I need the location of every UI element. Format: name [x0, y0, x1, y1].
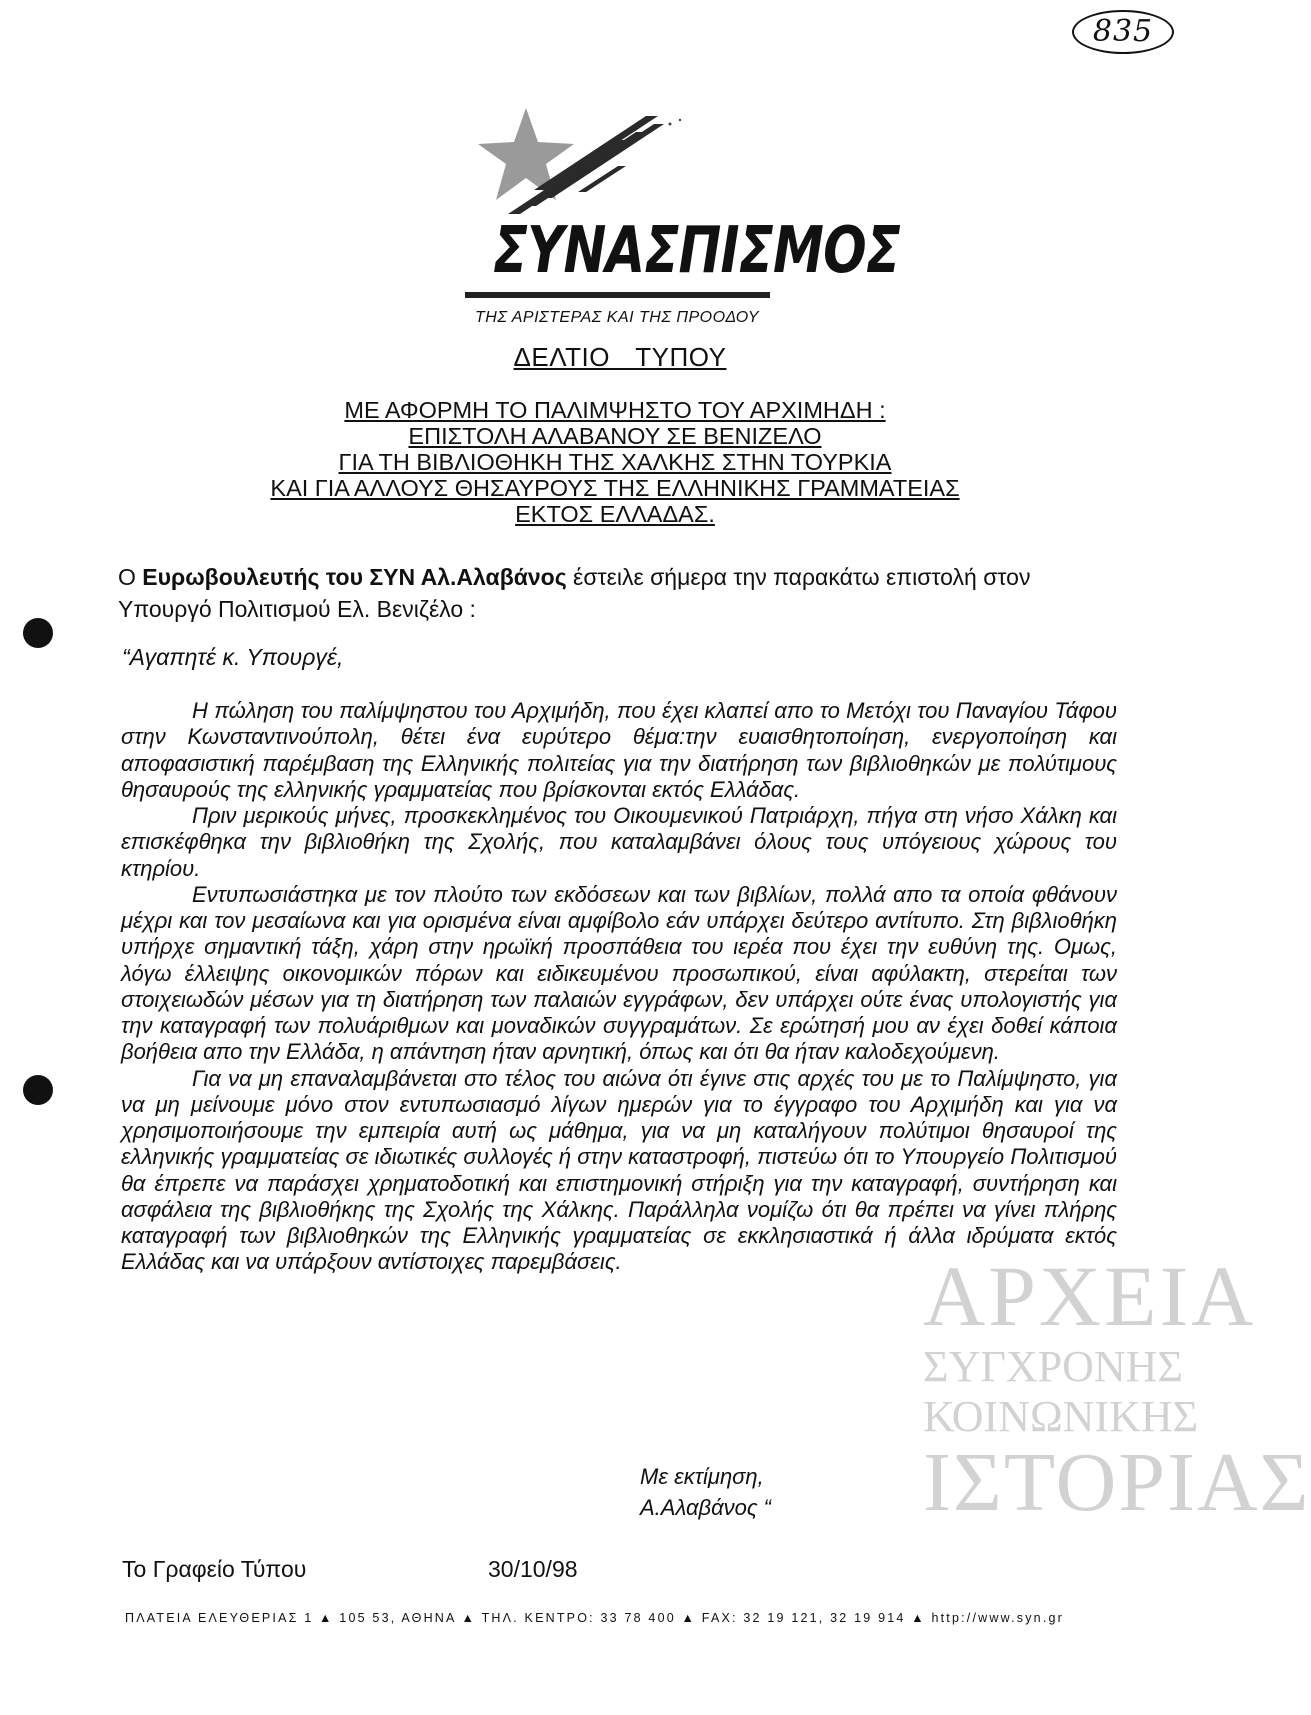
- letter-paragraph: Πριν μερικούς μήνες, προσκεκλημένος του Οικουμενικού Πατριάρχη, πήγα στη νήσο Χάλκη και επισκέφθηκα την βιβλιοθήκη της Σχολής, που καταλαμβάνει όλους τους υπόγειους χώρους του κτηρίου.: [121, 803, 1117, 881]
- archive-watermark: [923, 1248, 1311, 1578]
- intro-rest: έστειλε σήμερα την παρακάτω επιστολή στον Υπουργό Πολιτισμού Ελ. Βενιζέλο :: [118, 564, 1031, 622]
- date: 30/10/98: [488, 1556, 578, 1582]
- letter-paragraph: Για να μη επαναλαμβάνεται στο τέλος του αιώνα ότι έγινε στις αρχές του με το Παλίμψηστο, για να μη μείνουμε μόνο στον εντυπωσιασμό λίγων ημερών για το έγγραφο του Αρχιμήδη και για να χρησιμοποιήσουμε την εμπειρία αυτή ως μάθημα, για να μη καταλήγουν πολύτιμοι θησαυροί της ελληνικής γραμματείας σε ιδιωτικές συλλογές ή στην καταστροφή, πιστεύω ότι το Υπουργείο Πολιτισμού θα έπρεπε να παράσχει χρηματοδοτική και επιστημονική στήριξη για την καταγραφή, συντήρηση και ασφάλεια της βιβλιοθήκης της Σχολής της Χάλκης. Παράλληλα νομίζω ότι θα πρέπει να γίνει πλήρης καταγραφή των βιβλιοθηκών της Ελληνικής γραμματείας σε εκκλησιαστικά ή άλλα ιδρύματα εκτός Ελλάδας και να υπάρξουν αντίστοιχες παρεμβάσεις.: [121, 1065, 1117, 1275]
- logo-rule: [465, 292, 770, 298]
- document-type: ΔΕΛΤΙΟ ΤΥΠΟΥ: [513, 342, 727, 372]
- intro-paragraph: [118, 561, 1128, 625]
- headline-line: ΕΠΙΣΤΟΛΗ ΑΛΑΒΑΝΟΥ ΣΕ ΒΕΝΙΖΕΛΟ: [408, 423, 822, 449]
- logo-tagline: ΤΗΣ ΑΡΙΣΤΕΡΑΣ ΚΑΙ ΤΗΣ ΠΡΟΟΔΟΥ: [474, 309, 760, 326]
- sender: Το Γραφείο Τύπου: [122, 1556, 307, 1582]
- page-number: 835: [1072, 10, 1174, 54]
- footer-address: ΠΛΑΤΕΙΑ ΕΛΕΥΘΕΡΙΑΣ 1 ▲ 105 53, ΑΘΗΝΑ ▲ ΤΗΛ. ΚΕΝΤΡΟ: 33 78 400 ▲ FAX: 32 19 121, 32 19 914 ▲ http://www.syn.gr: [125, 1611, 1065, 1625]
- watermark-line: ΚΟΙΝΩΝΙΚΗΣ: [923, 1392, 1199, 1441]
- headline-line: ΜΕ ΑΦΟΡΜΗ ΤΟ ΠΑΛΙΜΨΗΣΤΟ ΤΟΥ ΑΡΧΙΜΗΔΗ :: [344, 397, 886, 423]
- letter-body: [121, 698, 1117, 1276]
- headline-line: ΕΚΤΟΣ ΕΛΛΑΔΑΣ.: [515, 501, 715, 527]
- intro-author: Ευρωβουλευτής του ΣΥΝ Αλ.Αλαβάνος: [142, 564, 567, 590]
- logo-wordmark: ΣΥΝΑΣΠΙΣΜΟΣ: [493, 214, 901, 288]
- watermark-line: ΑΡΧΕΙΑ: [923, 1248, 1257, 1344]
- binder-hole: [23, 618, 53, 648]
- intro-prefix: Ο: [118, 564, 143, 590]
- headline-line: ΓΙΑ ΤΗ ΒΙΒΛΙΟΘΗΚΗ ΤΗΣ ΧΑΛΚΗΣ ΣΤΗΝ ΤΟΥΡΚΙΑ: [338, 449, 892, 475]
- letter-greeting: “Αγαπητέ κ. Υπουργέ,: [122, 644, 344, 670]
- closing-salutation: Με εκτίμηση,: [640, 1464, 764, 1489]
- star-with-stripes-icon: [468, 108, 698, 216]
- closing-signature: Α.Αλαβάνος “: [640, 1495, 772, 1520]
- watermark-line: ΙΣΤΟΡΙΑΣ: [923, 1436, 1311, 1529]
- watermark-line: ΣΥΓΧΡΟΝΗΣ: [923, 1342, 1184, 1391]
- letter-closing: [640, 1461, 940, 1523]
- letter-paragraph: Η πώληση του παλίμψηστου του Αρχιμήδη, που έχει κλαπεί απο το Μετόχι του Παναγίου Τάφου στην Κωνσταντινούπολη, θέτει ένα ευρύτερο θέμα:την ευαισθητοποίηση, ενεργοποίηση και αποφασιστική παρέμβαση της Ελληνικής πολιτείας για την διατήρηση των βιβλιοθηκών με πολύτιμους θησαυρούς της ελληνικής γραμματείας που βρίσκονται εκτός Ελλάδας.: [121, 698, 1117, 802]
- letter-paragraph: Εντυπωσιάστηκα με τον πλούτο των εκδόσεων και των βιβλίων, πολλά απο τα οποία φθάνουν μέχρι και τον μεσαίωνα και για ορισμένα είναι αμφίβολο εάν υπάρχει δεύτερο αντίτυπο. Στη βιβλιοθήκη υπήρχε σημαντική τάξη, χάρη στην ηρωϊκή προσπάθεια του ιερέα που έχει την ευθύνη της. Ομως, λόγω έλλειψης οικονομικών πόρων και ειδικευμένου προσωπικού, είναι αφύλακτη, στερείται των στοιχειωδών μέσων για τη διατήρηση των παλαιών εγγράφων, δεν υπάρχει ούτε ένας υπολογιστής για την καταγραφή των πολυάριθμων και μοναδικών συγγραμάτων. Σε ερώτησή μου αν έχει δοθεί κάποια βοήθεια απο την Ελλάδα, η απάντηση ήταν αρνητική, όπως και ότι θα ήταν καλοδεχούμενη.: [121, 881, 1117, 1065]
- binder-hole: [23, 1075, 53, 1105]
- headline: [150, 397, 1080, 527]
- headline-line: ΚΑΙ ΓΙΑ ΑΛΛΟΥΣ ΘΗΣΑΥΡΟΥΣ ΤΗΣ ΕΛΛΗΝΙΚΗΣ ΓΡΑΜΜΑΤΕΙΑΣ: [270, 475, 960, 501]
